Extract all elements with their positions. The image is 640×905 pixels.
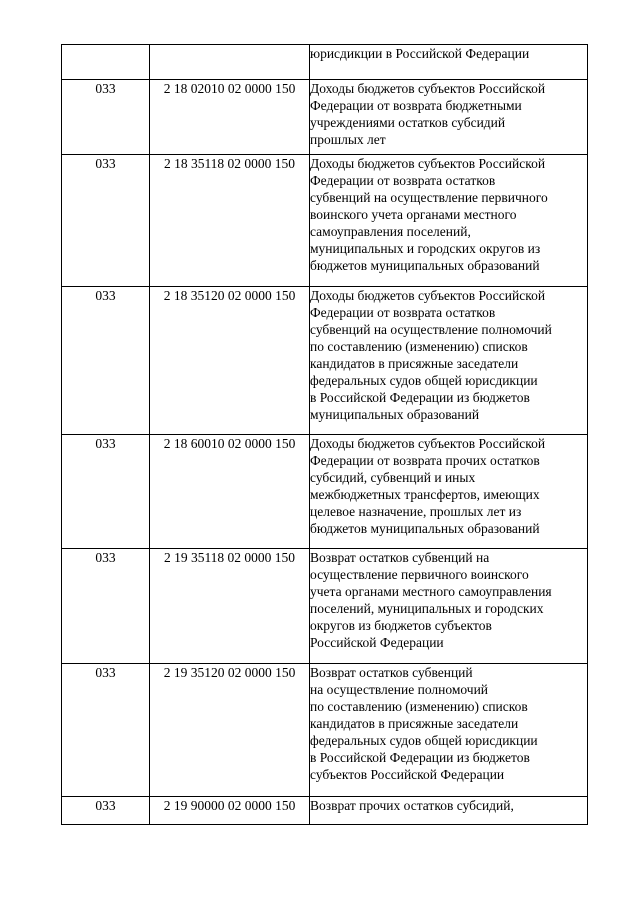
description-line: Возврат остатков субвенций на xyxy=(310,550,490,565)
description-cell xyxy=(310,155,588,287)
description-cell xyxy=(310,664,588,797)
description-line: на осуществление полномочий xyxy=(310,682,489,697)
description-cell xyxy=(310,45,588,80)
description-line: бюджетов муниципальных образований xyxy=(310,258,540,273)
budget-code-cell: 2 18 35120 02 0000 150 xyxy=(150,287,310,435)
admin-code-cell: 033 xyxy=(62,664,150,797)
description-line: Возврат прочих остатков субсидий, xyxy=(310,798,514,813)
description-line: Федерации от возврата остатков xyxy=(310,305,496,320)
description-line: прошлых лет xyxy=(310,132,386,147)
table-row xyxy=(62,664,588,797)
description-cell xyxy=(310,287,588,435)
description-line: федеральных судов общей юрисдикции xyxy=(310,733,538,748)
admin-code-cell: 033 xyxy=(62,155,150,287)
description-line: самоуправления поселений, xyxy=(310,224,471,239)
budget-classification-table xyxy=(61,44,588,825)
description-cell xyxy=(310,80,588,155)
admin-code-cell: 033 xyxy=(62,435,150,549)
description-line: бюджетов муниципальных образований xyxy=(310,521,540,536)
description-line: Доходы бюджетов субъектов Российской xyxy=(310,436,546,451)
budget-code-cell xyxy=(150,45,310,80)
budget-code-cell: 2 18 02010 02 0000 150 xyxy=(150,80,310,155)
description-line: Федерации от возврата остатков xyxy=(310,173,496,188)
description-line: округов из бюджетов субъектов xyxy=(310,618,492,633)
description-line: по составлению (изменению) списков xyxy=(310,339,528,354)
table-row xyxy=(62,287,588,435)
description-line: субвенций на осуществление первичного xyxy=(310,190,548,205)
description-cell xyxy=(310,549,588,664)
description-line: Доходы бюджетов субъектов Российской xyxy=(310,156,546,171)
budget-code-cell: 2 18 60010 02 0000 150 xyxy=(150,435,310,549)
description-line: Федерации от возврата прочих остатков xyxy=(310,453,540,468)
description-line: межбюджетных трансфертов, имеющих xyxy=(310,487,540,502)
budget-code-cell: 2 18 35118 02 0000 150 xyxy=(150,155,310,287)
description-line: учреждениями остатков субсидий xyxy=(310,115,506,130)
admin-code-cell: 033 xyxy=(62,549,150,664)
table-row xyxy=(62,549,588,664)
description-line: Доходы бюджетов субъектов Российской xyxy=(310,81,546,96)
description-line: Возврат остатков субвенций xyxy=(310,665,473,680)
table-row xyxy=(62,797,588,825)
table-row xyxy=(62,80,588,155)
description-line: в Российской Федерации из бюджетов xyxy=(310,390,530,405)
admin-code-cell: 033 xyxy=(62,797,150,825)
description-line: осуществление первичного воинского xyxy=(310,567,529,582)
admin-code-cell xyxy=(62,45,150,80)
budget-code-cell: 2 19 35120 02 0000 150 xyxy=(150,664,310,797)
description-line: Доходы бюджетов субъектов Российской xyxy=(310,288,546,303)
table-row xyxy=(62,435,588,549)
description-line: кандидатов в присяжные заседатели xyxy=(310,716,519,731)
description-line: субвенций на осуществление полномочий xyxy=(310,322,552,337)
description-line: Российской Федерации xyxy=(310,635,444,650)
description-line: федеральных судов общей юрисдикции xyxy=(310,373,538,388)
description-cell xyxy=(310,797,588,825)
admin-code-cell: 033 xyxy=(62,287,150,435)
description-line: Федерации от возврата бюджетными xyxy=(310,98,522,113)
description-line: целевое назначение, прошлых лет из xyxy=(310,504,522,519)
description-line: кандидатов в присяжные заседатели xyxy=(310,356,519,371)
description-line: в Российской Федерации из бюджетов xyxy=(310,750,530,765)
budget-code-cell: 2 19 90000 02 0000 150 xyxy=(150,797,310,825)
description-line: поселений, муниципальных и городских xyxy=(310,601,544,616)
admin-code-cell: 033 xyxy=(62,80,150,155)
description-line: субъектов Российской Федерации xyxy=(310,767,505,782)
table-row xyxy=(62,155,588,287)
description-line: воинского учета органами местного xyxy=(310,207,517,222)
description-line: муниципальных и городских округов из xyxy=(310,241,541,256)
table-row xyxy=(62,45,588,80)
description-line: муниципальных образований xyxy=(310,407,480,422)
budget-code-cell: 2 19 35118 02 0000 150 xyxy=(150,549,310,664)
description-cell xyxy=(310,435,588,549)
description-line: юрисдикции в Российской Федерации xyxy=(310,46,530,61)
description-line: по составлению (изменению) списков xyxy=(310,699,528,714)
description-line: субсидий, субвенций и иных xyxy=(310,470,476,485)
description-line: учета органами местного самоуправления xyxy=(310,584,552,599)
